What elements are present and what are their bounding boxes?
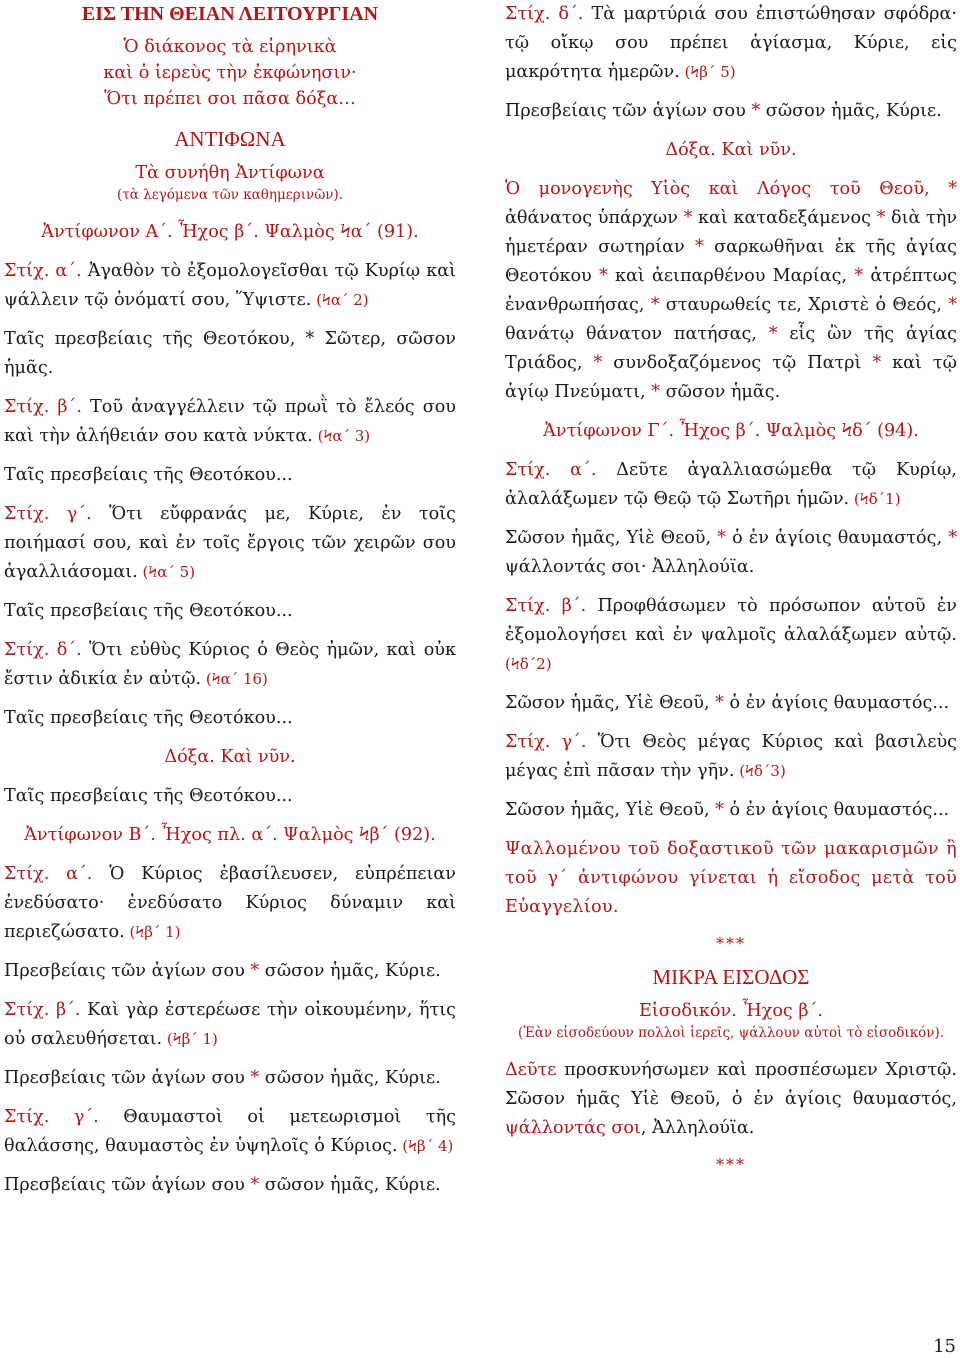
hymn-incipit: Δεῦτε xyxy=(505,1060,557,1080)
star-mark: * xyxy=(598,266,608,286)
verse-text: Προφθάσωμεν τὸ πρόσωπον αὐτοῦ ἐν ἐξομολογήσει καὶ ἐν ψαλμοῖς ἀλαλάξωμεν αὐτῷ. xyxy=(505,596,957,645)
eisodikon-hymn xyxy=(505,1056,957,1143)
hymn-highlight: ψάλλοντάς σοι xyxy=(505,1118,641,1138)
verse xyxy=(4,500,456,587)
doxa: Δόξα. Καὶ νῦν. xyxy=(164,747,296,767)
verse-text: Ὅτι Θεὸς μέγας Κύριος καὶ βασιλεὺς μέγας ἐπὶ πᾶσαν τὴν γῆν. xyxy=(505,732,957,781)
star-mark: * xyxy=(948,528,957,548)
left-column xyxy=(4,0,456,1210)
verse-ref: (Ϟβ΄ 5) xyxy=(679,63,736,81)
refrain-text: σῶσον ἡμᾶς, Κύριε. xyxy=(259,961,441,981)
star-mark: * xyxy=(751,101,761,121)
page-number: 15 xyxy=(933,1336,956,1357)
verse-text: Τὰ μαρτύριά σου ἐπιστώθησαν σφόδρα· τῷ οἴκῳ σου πρέπει ἁγίασμα, Κύριε, εἰς μακρότητα ἡμερῶν. xyxy=(505,4,957,82)
verse xyxy=(505,0,957,87)
antiphon-1-heading: Ἀντίφωνον Α΄. Ἦχος β΄. Ψαλμὸς Ϟα΄ (91). xyxy=(41,222,419,242)
refrain-text: σῶσον ἡμᾶς, Κύριε. xyxy=(259,1068,441,1088)
star-mark: * xyxy=(854,266,864,286)
refrain xyxy=(4,957,456,986)
refrain-text: ψάλλοντάς σοι· Ἀλληλούϊα. xyxy=(505,557,755,577)
refrain-text: Σῶσον ἡμᾶς, Υἱὲ Θεοῦ, xyxy=(505,693,716,713)
star-mark: * xyxy=(651,382,661,402)
hymn-text: σαρκωθῆναι ἐκ τῆς ἁγίας Θεοτόκου xyxy=(505,237,957,286)
right-column xyxy=(505,0,957,1183)
refrain-text: Σῶσον ἡμᾶς, Υἱὲ Θεοῦ, xyxy=(505,800,716,820)
monogenis-hymn xyxy=(505,175,957,407)
star-mark: * xyxy=(695,237,704,257)
star-mark: * xyxy=(948,295,957,315)
star-mark: * xyxy=(876,208,886,228)
antiphona-subheading: Τὰ συνήθη Ἀντίφωνα xyxy=(135,163,325,183)
verse-ref: (Ϟδ΄2) xyxy=(505,655,552,673)
intro xyxy=(4,34,456,112)
star-mark: * xyxy=(250,961,260,981)
refrain xyxy=(4,1171,456,1200)
refrain-text: Πρεσβείαις τῶν ἁγίων σου xyxy=(4,961,251,981)
hymn-text: εἷς ὢν τῆς ἁγίας Τριάδος, xyxy=(505,324,957,373)
verse-label: Στίχ. α΄. xyxy=(4,261,82,281)
hymn-text: σταυρωθείς τε, Χριστὲ ὁ Θεός, xyxy=(659,295,949,315)
star-mark: * xyxy=(948,179,957,199)
star-mark: * xyxy=(872,353,882,373)
refrain xyxy=(505,796,957,825)
doxa: Δόξα. Καὶ νῦν. xyxy=(665,140,797,160)
mikra-eisodos-heading: ΜΙΚΡΑ ΕΙΣΟΔΟΣ xyxy=(652,965,810,989)
verse-text: Τοῦ ἀναγγέλλειν τῷ πρωῒ τὸ ἔλεός σου καὶ τὴν ἀλήθειάν σου κατὰ νύκτα. xyxy=(4,397,456,446)
refrain xyxy=(505,689,957,718)
verse xyxy=(4,636,456,694)
verse-ref: (Ϟα΄ 5) xyxy=(137,563,196,581)
refrain: Ταῖς πρεσβείαις τῆς Θεοτόκου... xyxy=(4,601,293,621)
verse-text: Ὅτι εὔφρανάς με, Κύριε, ἐν τοῖς ποιήμασί σου, καὶ ἐν τοῖς ἔργοις τῶν χειρῶν σου ἀγαλλιάσομαι. xyxy=(4,504,456,582)
hymn-text: ἀτρέπτως ἐνανθρωπήσας, xyxy=(505,266,957,315)
section-divider: *** xyxy=(716,934,746,953)
hymn-text: , Ἀλληλούϊα. xyxy=(640,1118,755,1138)
rubric: Ψαλλομένου τοῦ δοξαστικοῦ τῶν μακαρισμῶν ἢ τοῦ γ΄ ἀντιφώνου γίνεται ἡ εἴσοδος μετὰ τοῦ Εὐαγγελίου. xyxy=(505,839,957,917)
verse-ref: (Ϟβ΄ 1) xyxy=(162,1030,218,1048)
intro-line: καὶ ὁ ἱερεὺς τὴν ἐκφώνησιν· xyxy=(103,63,357,83)
antiphona-heading: ΑΝΤΙΦΩΝΑ xyxy=(174,127,286,151)
refrain-text: Πρεσβείαις τῶν ἁγίων σου xyxy=(4,1175,251,1195)
eisodikon-heading: Εἰσοδικόν. Ἦχος β΄. xyxy=(639,1001,823,1021)
verse xyxy=(4,393,456,451)
intro-line: Ὅτι πρέπει σοι πᾶσα δόξα… xyxy=(104,89,356,109)
verse xyxy=(4,257,456,315)
verse-label: Στίχ. γ΄. xyxy=(505,732,587,752)
refrain: Ταῖς πρεσβείαις τῆς Θεοτόκου, * Σῶτερ, σῶσον ἡμᾶς. xyxy=(4,329,456,378)
verse-ref: (Ϟα΄ 16) xyxy=(201,670,268,688)
star-mark: * xyxy=(768,324,778,344)
hymn-text: καὶ τῷ ἁγίῳ Πνεύματι, xyxy=(505,353,957,402)
verse-label: Στίχ. α΄. xyxy=(4,864,93,884)
refrain-text: ὁ ἐν ἁγίοις θαυμαστός, xyxy=(726,528,949,548)
star-mark: * xyxy=(250,1175,260,1195)
hymn-text: καὶ καταδεξάμενος xyxy=(692,208,877,228)
verse-label: Στίχ. β΄. xyxy=(505,596,587,616)
star-mark: * xyxy=(250,1068,260,1088)
hymn-text: προσκυνήσωμεν καὶ προσπέσωμεν Χριστῷ. Σῶσον ἡμᾶς Υἱὲ Θεοῦ, ὁ ἐν ἁγίοις θαυμαστός, xyxy=(505,1060,957,1109)
hymn-text: ἀθάνατος ὑπάρχων xyxy=(505,208,684,228)
hymn-incipit: Ὁ μονογενὴς Υἱὸς καὶ Λόγος τοῦ Θεοῦ, xyxy=(505,179,949,199)
refrain-text: σῶσον ἡμᾶς, Κύριε. xyxy=(259,1175,441,1195)
verse-ref: (Ϟβ΄ 1) xyxy=(124,923,181,941)
refrain: Ταῖς πρεσβείαις τῆς Θεοτόκου... xyxy=(4,708,293,728)
verse xyxy=(4,996,456,1054)
verse xyxy=(4,1103,456,1161)
eisodikon-note: (Ἐὰν εἰσοδεύουν πολλοὶ ἱερεῖς, ψάλλουν αὐτοὶ τὸ εἰσοδικόν). xyxy=(517,1025,945,1041)
verse-label: Στίχ. β΄. xyxy=(4,397,82,417)
refrain: Ταῖς πρεσβείαις τῆς Θεοτόκου... xyxy=(4,465,293,485)
star-mark: * xyxy=(683,208,693,228)
verse-label: Στίχ. δ΄. xyxy=(505,4,584,24)
verse-ref: (Ϟβ΄ 4) xyxy=(397,1137,454,1155)
verse-label: Στίχ. β΄. xyxy=(4,1000,81,1020)
refrain-text: ὁ ἐν ἁγίοις θαυμαστός... xyxy=(723,693,950,713)
verse-ref: (Ϟα΄ 3) xyxy=(312,427,371,445)
refrain-text: σῶσον ἡμᾶς, Κύριε. xyxy=(760,101,942,121)
refrain: Ταῖς πρεσβείαις τῆς Θεοτόκου... xyxy=(4,786,293,806)
section-divider: *** xyxy=(716,1155,746,1174)
refrain-text: Πρεσβείαις τῶν ἁγίων σου xyxy=(4,1068,251,1088)
verse-text: Δεῦτε ἀγαλλιασώμεθα τῷ Κυρίῳ, ἀλαλάξωμεν τῷ Θεῷ τῷ Σωτῆρι ἡμῶν. xyxy=(505,460,957,509)
hymn-text: συνδοξαζόμενος τῷ Πατρὶ xyxy=(602,353,873,373)
verse-label: Στίχ. γ΄. xyxy=(4,504,92,524)
star-mark: * xyxy=(593,353,603,373)
antiphon-2-heading: Ἀντίφωνον Β΄. Ἦχος πλ. α΄. Ψαλμὸς Ϟβ΄ (92). xyxy=(24,825,436,845)
verse-text: Ἀγαθὸν τὸ ἐξομολογεῖσθαι τῷ Κυρίῳ καὶ ψάλλειν τῷ ὀνόματί σου, Ὕψιστε. xyxy=(4,261,456,310)
hymn-text: σῶσον ἡμᾶς. xyxy=(660,382,781,402)
verse-text: Ὅτι εὐθὺς Κύριος ὁ Θεὸς ἡμῶν, καὶ οὐκ ἔστιν ἀδικία ἐν αὐτῷ. xyxy=(4,640,456,689)
refrain xyxy=(505,97,957,126)
star-mark: * xyxy=(715,800,724,820)
hymn-text: καὶ ἀειπαρθένου Μαρίας, xyxy=(607,266,855,286)
intro-line: Ὁ διάκονος τὰ εἰρηνικὰ xyxy=(123,37,337,57)
verse-ref: (Ϟδ΄3) xyxy=(734,762,786,780)
verse-label: Στίχ. α΄. xyxy=(505,460,597,480)
antiphon-3-heading: Ἀντίφωνον Γ΄. Ἦχος β΄. Ψαλμὸς Ϟδ΄ (94). xyxy=(543,421,919,441)
verse-ref: (Ϟδ΄1) xyxy=(849,490,901,508)
hymn-text: θανάτῳ θάνατον πατήσας, xyxy=(505,324,769,344)
refrain-text: Σῶσον ἡμᾶς, Υἱὲ Θεοῦ, xyxy=(505,528,718,548)
page-title: ΕΙΣ ΤΗΝ ΘΕΙΑΝ ΛΕΙΤΟΥΡΓΙΑΝ xyxy=(81,3,379,25)
refrain-text: Πρεσβείαις τῶν ἁγίων σου xyxy=(505,101,752,121)
verse-text: Καὶ γὰρ ἐστερέωσε τὴν οἰκουμένην, ἥτις οὐ σαλευθήσεται. xyxy=(4,1000,456,1049)
verse-ref: (Ϟα΄ 2) xyxy=(311,291,369,309)
star-mark: * xyxy=(715,693,724,713)
star-mark: * xyxy=(650,295,660,315)
verse xyxy=(4,860,456,947)
verse-label: Στίχ. δ΄. xyxy=(4,640,82,660)
refrain xyxy=(505,524,957,582)
verse-text: Θαυμαστοὶ οἱ μετεωρισμοὶ τῆς θαλάσσης, θαυμαστὸς ἐν ὑψηλοῖς ὁ Κύριος. xyxy=(4,1107,456,1156)
verse xyxy=(505,456,957,514)
refrain xyxy=(4,1064,456,1093)
refrain-text: ὁ ἐν ἁγίοις θαυμαστός... xyxy=(723,800,950,820)
verse-label: Στίχ. γ΄. xyxy=(4,1107,99,1127)
verse xyxy=(505,592,957,679)
star-mark: * xyxy=(717,528,726,548)
antiphona-note: (τὰ λεγόμενα τῶν καθημερινῶν). xyxy=(117,187,343,203)
verse xyxy=(505,728,957,786)
verse-text: Ὁ Κύριος ἐβασίλευσεν, εὐπρέπειαν ἐνεδύσατο· ἐνεδύσατο Κύριος δύναμιν καὶ περιεζώσατο. xyxy=(4,864,457,942)
hymn-text: διὰ τὴν ἡμετέραν σωτηρίαν xyxy=(505,208,958,257)
